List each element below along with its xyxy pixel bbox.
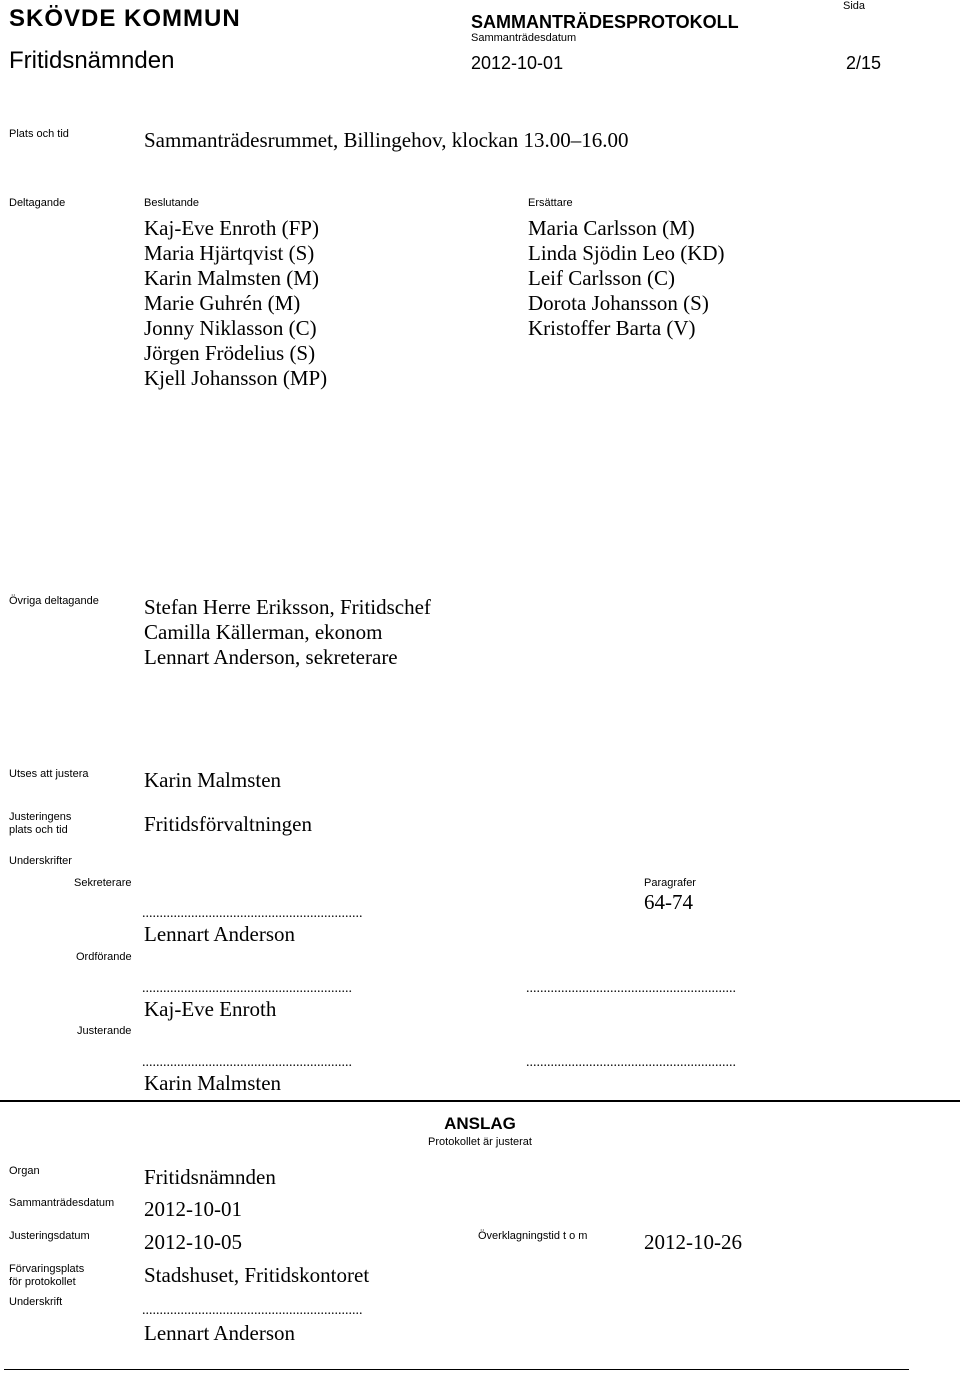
adjust-date-value: 2012-10-05 [144,1230,242,1254]
appeal-period-label: Överklagningstid t o m [478,1230,588,1242]
appointed-adjuster-label: Utses att justera [9,768,89,780]
appeal-period-value: 2012-10-26 [644,1230,742,1254]
organ-label: Organ [9,1165,40,1177]
secretary-name: Lennart Anderson [144,922,296,946]
adjuster-second-signature-line: ............................................................ [526,1055,736,1070]
others-label: Övriga deltagande [9,595,99,607]
participants-label: Deltagande [9,197,66,209]
adjust-place-label-line-1: Justeringens [9,811,72,823]
list-item: Stefan Herre Eriksson, Fritidschef [144,595,431,619]
chair-name: Kaj-Eve Enroth [144,997,277,1021]
meeting-date-label: Sammanträdesdatum [9,1197,115,1209]
storage-label [9,1263,84,1289]
notice-title: ANSLAG [444,1114,516,1133]
list-item: Jonny Niklasson (C) [144,316,317,340]
adjust-date-label: Justeringsdatum [9,1230,90,1242]
list-item: Kjell Johansson (MP) [144,366,328,390]
storage-value: Stadshuset, Fritidskontoret [144,1263,370,1287]
adjust-place-value: Fritidsförvaltningen [144,812,312,836]
signatures-label: Underskrifter [9,855,72,867]
paragraphs-value: 64-74 [644,890,693,914]
header-date-label: Sammanträdesdatum [471,32,577,44]
list-item: Maria Hjärtqvist (S) [144,241,315,265]
notice-signer: Lennart Anderson [144,1321,296,1345]
storage-label-line-1: Förvaringsplats [9,1263,85,1275]
footer-rule [4,1369,909,1370]
substitutes-list [528,216,725,341]
header-date: 2012-10-01 [471,53,564,73]
storage-label-line-2: för protokollet [9,1276,76,1288]
others-list [144,595,431,670]
place-label: Plats och tid [9,128,69,140]
list-item: Jörgen Frödelius (S) [144,341,316,365]
adjuster-name: Karin Malmsten [144,1071,282,1095]
header-page-number: 2/15 [846,53,882,73]
appointed-adjuster-value: Karin Malmsten [144,768,282,792]
adjuster-signature-line: ............................................................ [142,1055,352,1070]
organ-value: Fritidsnämnden [144,1165,276,1189]
list-item: Leif Carlsson (C) [528,266,675,290]
adjust-place-label-line-2: plats och tid [9,824,68,836]
decision-makers-label: Beslutande [144,197,200,209]
document-title: SAMMANTRÄDESPROTOKOLL [471,12,739,32]
chair-signature-line: ............................................................ [142,981,352,996]
header-page-label: Sida [843,0,866,12]
list-item: Karin Malmsten (M) [144,266,319,290]
adjust-place-label [9,811,71,837]
list-item: Linda Sjödin Leo (KD) [528,241,725,265]
notice-subtitle: Protokollet är justerat [428,1136,532,1148]
list-item: Kristoffer Barta (V) [528,316,696,340]
decision-makers-list [144,216,327,391]
chair-second-signature-line: ............................................................ [526,981,736,996]
list-item: Marie Guhrén (M) [144,291,301,315]
adjuster-label: Justerande [77,1025,132,1037]
meeting-date-value: 2012-10-01 [144,1197,242,1221]
secretary-signature-line: ............................................................... [142,906,363,921]
list-item: Lennart Anderson, sekreterare [144,645,398,669]
list-item: Kaj-Eve Enroth (FP) [144,216,319,240]
secretary-label: Sekreterare [74,877,132,889]
notice-signature-line: ............................................................... [142,1303,363,1318]
committee-name: Fritidsnämnden [9,47,175,74]
chair-label: Ordförande [76,951,132,963]
signature-label: Underskrift [9,1296,63,1308]
paragraphs-label: Paragrafer [644,877,696,889]
place-value: Sammanträdesrummet, Billingehov, klockan 13.00–16.00 [144,128,629,152]
section-divider [0,1100,960,1102]
substitutes-label: Ersättare [528,197,573,209]
list-item: Dorota Johansson (S) [528,291,709,315]
list-item: Maria Carlsson (M) [528,216,695,240]
list-item: Camilla Källerman, ekonom [144,620,383,644]
logo-skovde-kommun: SKÖVDE KOMMUN [9,5,241,32]
